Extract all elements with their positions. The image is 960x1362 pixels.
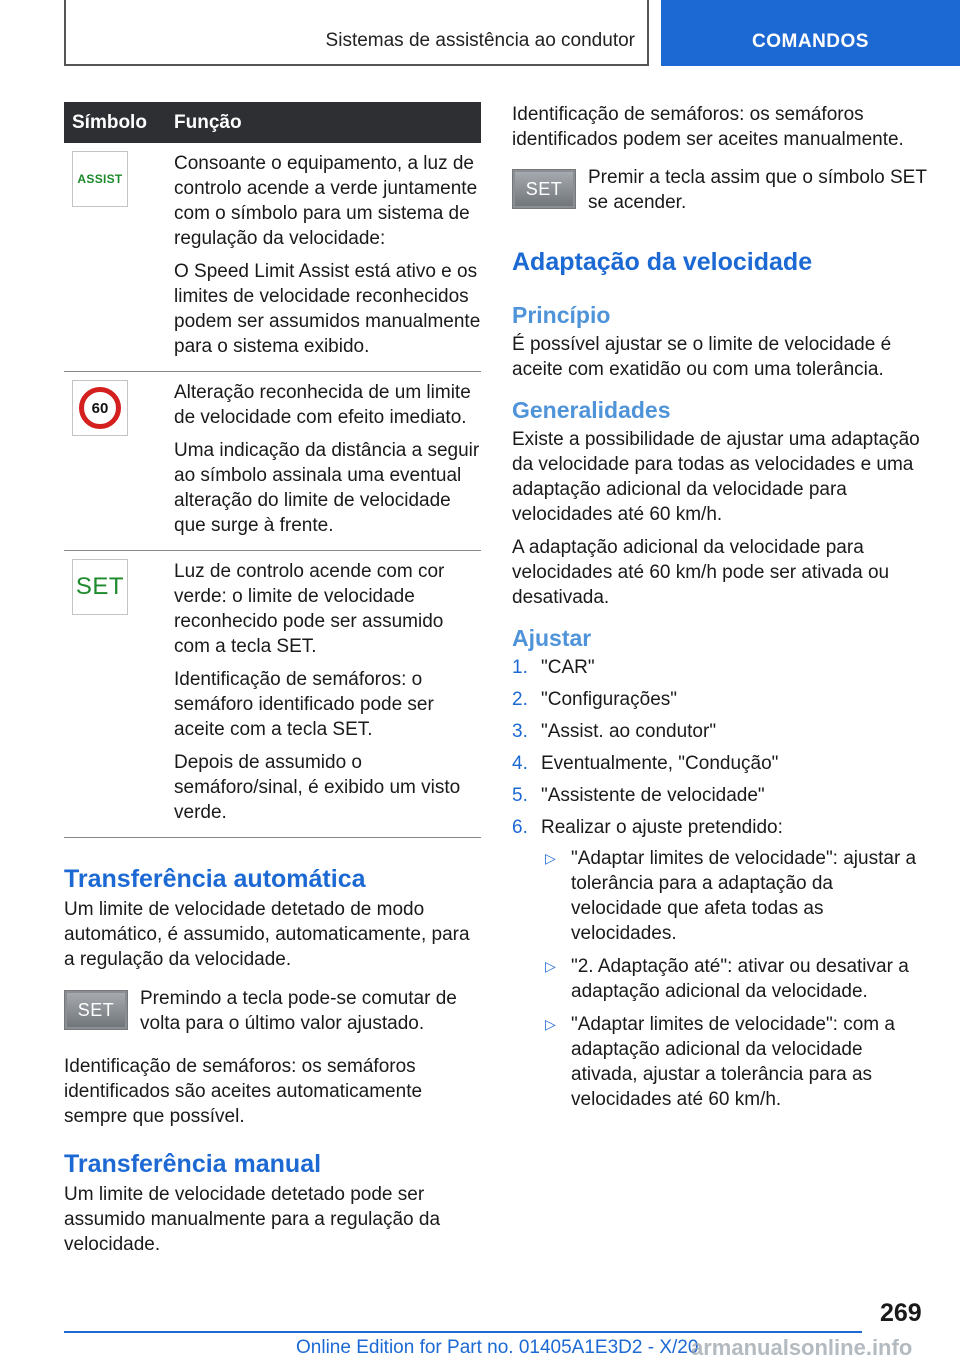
heading-principle: Princípio	[512, 302, 611, 328]
list-item: ▷ "2. Adaptação até": ativar ou desativar a adaptação adicional da velocidade.	[541, 954, 928, 1004]
auto-transfer-text: Um limite de velocidade detetado de modo automático, é assumido, automaticamente, para a regulação da velocidade.	[64, 899, 470, 970]
auto-traffic-light-text: Identificação de semáforos: os semáforos identificados são aceites automaticamente sempre que possível.	[64, 1056, 423, 1127]
set-key-icon: SET	[64, 990, 128, 1030]
list-item: ▷ "Adaptar limites de velocidade": com a adaptação adicional da velocidade ativada, ajustar a tolerância para as velocidades até 60 km/h.	[541, 1012, 928, 1112]
adjust-substeps-list	[541, 846, 928, 1112]
table-header-symbol: Símbolo	[64, 102, 166, 143]
principle-text: É possível ajustar se o limite de velocidade é aceite com exatidão ou com uma tolerância.	[512, 334, 892, 380]
heading-auto-transfer: Transferência automática	[64, 865, 366, 893]
table-cell-text: Alteração reconhecida de um limite de velocidade com efeito imediato.	[174, 382, 471, 428]
table-row	[64, 143, 481, 372]
footer-edition-text: Online Edition for Part no. 01405A1E3D2 - X/20	[296, 1337, 699, 1358]
heading-general: Generalidades	[512, 397, 671, 423]
auto-key-row	[64, 986, 481, 1036]
adjust-steps-list	[512, 655, 928, 1120]
set-key-icon: SET	[512, 169, 576, 209]
general-text-1: Existe a possibilidade de ajustar uma adaptação da velocidade para todas as velocidades e uma adaptação adicional da velocidade para velocidades até 60 km/h.	[512, 429, 920, 525]
list-item: 2. "Configurações"	[512, 689, 678, 710]
symbol-table	[64, 102, 481, 838]
list-item: ▷ "Adaptar limites de velocidade": ajustar a tolerância para a adaptação da velocidade que afeta todas as velocidades.	[541, 846, 928, 946]
page-number: 269	[880, 1299, 922, 1327]
manual-key-row	[512, 165, 928, 215]
list-item: 4. Eventualmente, "Condução"	[512, 753, 779, 774]
table-cell-text: Identificação de semáforos: o semáforo identificado pode ser aceite com a tecla SET.	[174, 669, 434, 740]
table-row	[64, 551, 481, 838]
list-item: 1. "CAR"	[512, 657, 595, 678]
list-item: 3. "Assist. ao condutor"	[512, 721, 717, 742]
header-chapter-tab[interactable]	[661, 0, 960, 66]
auto-key-text: Premindo a tecla pode-se comutar de volta para o último valor ajustado.	[140, 988, 457, 1034]
left-column	[64, 102, 481, 1257]
table-row	[64, 372, 481, 551]
table-header-function: Função	[166, 102, 481, 143]
header-chapter-label: COMANDOS	[752, 31, 869, 52]
table-cell-text: Luz de controlo acende com cor verde: o limite de velocidade reconhecido pode ser assumido com a tecla SET.	[174, 561, 445, 657]
assist-icon: ASSIST	[72, 151, 128, 207]
triangle-bullet-icon: ▷	[545, 958, 556, 974]
manual-traffic-light-text: Identificação de semáforos: os semáforos identificados podem ser aceites manualmente.	[512, 104, 904, 150]
general-text-2: A adaptação adicional da velocidade para velocidades até 60 km/h pode ser ativada ou desativada.	[512, 537, 890, 608]
manual-transfer-text: Um limite de velocidade detetado pode ser assumido manualmente para a regulação da velocidade.	[64, 1184, 441, 1255]
right-column	[512, 102, 928, 1127]
header-section-bar	[64, 0, 649, 66]
watermark-logo: armanualsonline.info	[691, 1335, 913, 1360]
table-cell-text: Consoante o equipamento, a luz de controlo acende a verde juntamente com o símbolo para um sistema de regulação da velocidade:	[174, 153, 478, 249]
speed-limit-60-icon: 60	[72, 380, 128, 436]
heading-adjust: Ajustar	[512, 625, 592, 651]
table-cell-text: Uma indicação da distância a seguir ao símbolo assinala uma eventual alteração do limite de velocidade que surge à frente.	[174, 440, 480, 536]
table-cell-text: Depois de assumido o semáforo/sinal, é exibido um visto verde.	[174, 752, 461, 823]
heading-speed-adaptation: Adaptação da velocidade	[512, 248, 813, 276]
triangle-bullet-icon: ▷	[545, 1016, 556, 1032]
footer-divider	[64, 1331, 862, 1333]
triangle-bullet-icon: ▷	[545, 850, 556, 866]
manual-key-text: Premir a tecla assim que o símbolo SET se acender.	[588, 167, 927, 213]
table-cell-text: O Speed Limit Assist está ativo e os limites de velocidade reconhecidos podem ser assumidos manualmente para o sistema exibido.	[174, 261, 481, 357]
list-item: 6. Realizar o ajuste pretendido: ▷ "Adaptar limites de velocidade": ajustar a tolerância para a adaptação da velocidade que afeta todas as velocidades. ▷ "2. Adaptação até": ativar ou desativar a adaptação adicional da velocidade. ▷ "Adaptar limites de velocidade": com a adaptação adicional da velocidade ativada, ajustar a tolerância para as velocidades até 60 km/h.	[512, 815, 928, 1120]
set-indicator-icon: SET	[72, 559, 128, 615]
heading-manual-transfer: Transferência manual	[64, 1150, 322, 1178]
list-item: 5. "Assistente de velocidade"	[512, 785, 765, 806]
header-section-title: Sistemas de assistência ao condutor	[325, 30, 635, 51]
